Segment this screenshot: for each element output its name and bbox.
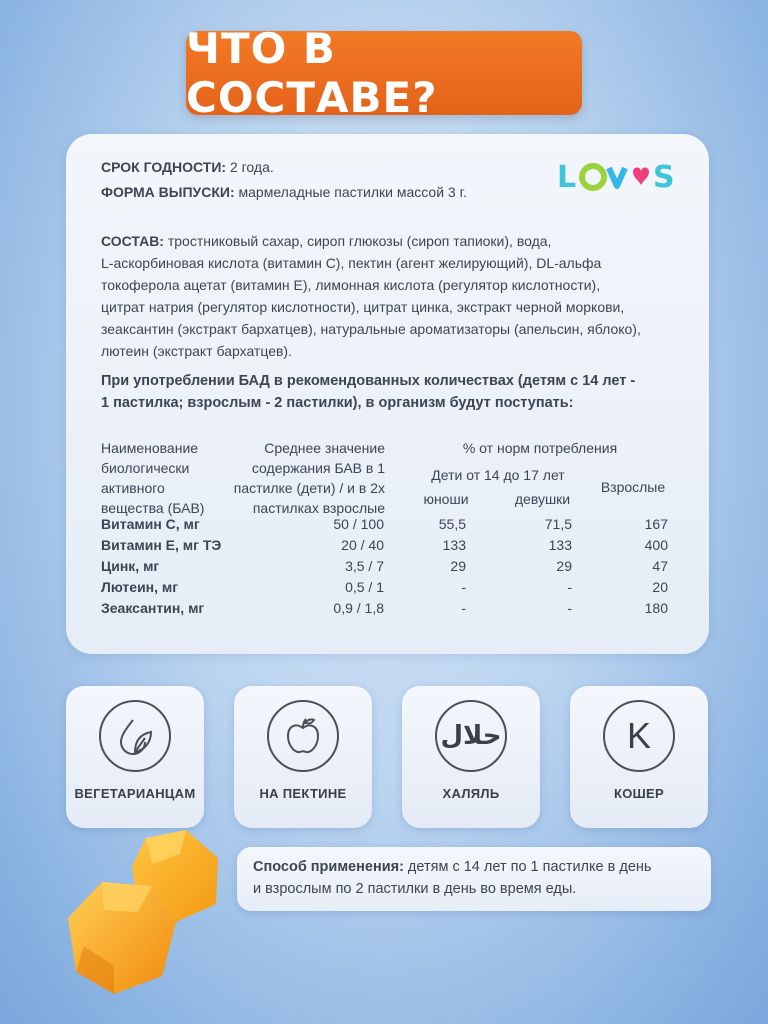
row-adults: 167 [644,516,668,532]
row-boys: - [461,600,466,616]
table-header-substance [101,438,241,518]
kosher-icon [603,700,675,772]
header-line: содержания БАВ в 1 [251,460,385,476]
row-value: 0,9 / 1,8 [333,600,384,616]
intake-note-line: 1 пастилка; взрослым - 2 пастилки), в организм будут поступать: [101,395,574,411]
title-badge [186,24,582,122]
header-line: Среднее значение [264,440,385,456]
row-boys: 133 [442,537,466,553]
composition-line: зеаксантин (экстракт бархатцев), натуральные ароматизаторы (апельсин, яблоко), [101,321,641,337]
badge-label: НА ПЕКТИНЕ [259,786,347,801]
shelf-life [101,156,274,178]
badge-label: КОШЕР [614,786,664,801]
header-line: вещества (БАВ) [101,500,205,516]
row-name: Цинк, мг [101,558,160,574]
page-title: ЧТО В СОСТАВЕ? [186,24,438,122]
composition-line: тростниковый сахар, сироп глюкозы (сироп тапиоки), вода, [163,233,552,249]
row-adults: 47 [652,558,668,574]
row-name: Витамин С, мг [101,516,200,532]
table-header-boys: юноши [423,491,469,507]
row-value: 0,5 / 1 [345,579,384,595]
gummy-candies-image [58,826,233,1024]
badge-halal [402,686,540,828]
row-boys: - [461,579,466,595]
row-boys: 55,5 [438,516,466,532]
header-line: биологически [101,460,190,476]
row-boys: 29 [450,558,466,574]
row-girls: 71,5 [544,516,572,532]
intake-note-line: При употреблении БАД в рекомендованных количествах (детям с 14 лет - [101,373,636,389]
composition-label: СОСТАВ: [101,233,164,249]
row-adults: 20 [652,579,668,595]
usage-label: Способ применения: [253,859,404,875]
composition-line: токоферола ацетат (витамин Е), лимонная кислота (регулятор кислотности), [101,277,601,293]
row-girls: 29 [556,558,572,574]
header-line: Наименование [101,440,199,456]
kosher-glyph: K [626,715,651,756]
composition-line: цитрат натрия (регулятор кислотности), цитрат цинка, экстракт черной моркови, [101,299,625,315]
row-value: 3,5 / 7 [345,558,384,574]
composition-line: L-аскорбиновая кислота (витамин С), пектин (агент желирующий), DL-альфа [101,255,602,271]
row-girls: - [567,600,572,616]
row-adults: 400 [644,537,668,553]
svg-text:L: L [557,160,577,194]
header-line: пастилках взрослые [252,500,385,516]
badge-vegetarian [66,686,204,828]
halal-glyph: حلال [440,721,502,751]
usage-text [253,856,703,900]
row-value: 20 / 40 [341,537,384,553]
shelf-life-value: 2 года. [226,159,274,175]
row-adults: 180 [644,600,668,616]
row-name: Витамин Е, мг ТЭ [101,537,222,553]
shelf-life-label: СРОК ГОДНОСТИ: [101,159,227,175]
row-value: 50 / 100 [333,516,384,532]
usage-line: детям с 14 лет по 1 пастилке в день [403,859,652,875]
lovs-logo-icon [557,158,679,194]
row-girls: - [567,579,572,595]
leaf-drop-icon [99,700,171,772]
table-header-girls: девушки [514,491,571,507]
release-form-value: мармеладные пастилки массой 3 г. [234,184,467,200]
badge-label: ХАЛЯЛЬ [442,786,500,801]
row-girls: 133 [548,537,572,553]
row-name: Лютеин, мг [101,579,179,595]
halal-icon [435,700,507,772]
table-header-value [222,438,385,518]
brand-logo [557,158,679,194]
header-line: пастилке (дети) / и в 2х [233,480,385,496]
row-name: Зеаксантин, мг [101,600,205,616]
composition-block [101,230,691,362]
composition-line: лютеин (экстракт бархатцев). [101,343,292,359]
badge-kosher [570,686,708,828]
badge-pectin [234,686,372,828]
table-header-kids: Дети от 14 до 17 лет [431,467,565,483]
usage-line: и взрослым по 2 пастилки в день во время еды. [253,881,577,897]
table-header-percent: % от норм потребления [462,440,618,456]
release-form [101,181,467,203]
header-line: активного [101,480,165,496]
badge-label: ВЕГЕТАРИАНЦАМ [74,786,196,801]
intake-note [101,370,701,414]
table-header-adults: Взрослые [600,479,666,495]
apple-icon [267,700,339,772]
release-form-label: ФОРМА ВЫПУСКИ: [101,184,235,200]
svg-text:S: S [653,160,675,194]
